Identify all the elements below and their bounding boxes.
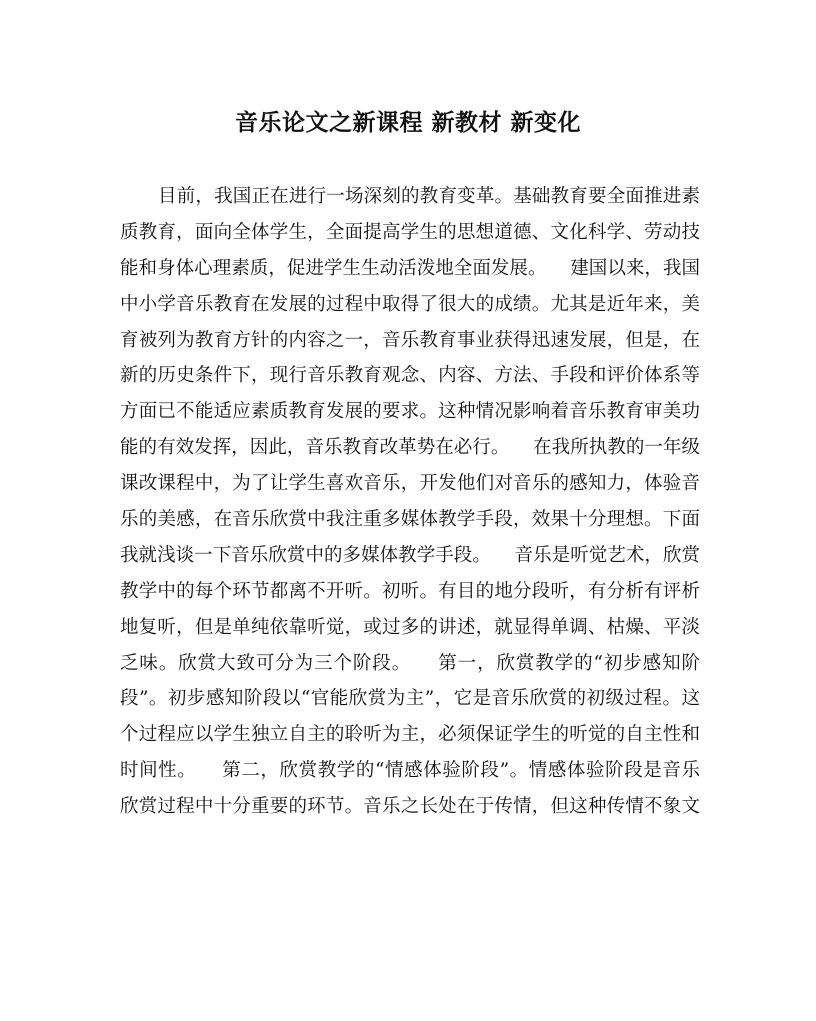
body-line: 个过程应以学生独立自主的聆听为主，必须保证学生的听觉的自主性和 — [120, 724, 700, 746]
body-line: 课改课程中，为了让学生喜欢音乐，开发他们对音乐的感知力，体验音 — [120, 473, 700, 495]
body-line: 方面已不能适应素质教育发展的要求。这种情况影响着音乐教育审美功 — [120, 401, 700, 423]
body-line: 能的有效发挥，因此，音乐教育改革势在必行。 在我所执教的一年级 — [120, 437, 700, 459]
body-line: 目前，我国正在进行一场深刻的教育变革。基础教育要全面推进素 — [158, 186, 700, 207]
body-line: 欣赏过程中十分重要的环节。音乐之长处在于传情，但这种传情不象文 — [120, 796, 700, 818]
body-line: 育被列为教育方针的内容之一，音乐教育事业获得迅速发展，但是，在 — [120, 329, 700, 351]
document-body — [120, 179, 700, 825]
body-line: 能和身体心理素质，促进学生生动活泼地全面发展。 建国以来，我国 — [120, 257, 700, 279]
body-line: 段”。初步感知阶段以“官能欣赏为主”，它是音乐欣赏的初级过程。这 — [120, 688, 700, 710]
body-line: 时间性。 第二，欣赏教学的“情感体验阶段”。情感体验阶段是音乐 — [120, 760, 700, 782]
body-line: 我就浅谈一下音乐欣赏中的多媒体教学手段。 音乐是听觉艺术，欣赏 — [120, 544, 700, 566]
body-line: 乏味。欣赏大致可分为三个阶段。 第一，欣赏教学的“初步感知阶 — [120, 652, 700, 674]
document-title: 音乐论文之新课程 新教材 新变化 — [234, 109, 581, 136]
body-line: 新的历史条件下，现行音乐教育观念、内容、方法、手段和评价体系等 — [120, 365, 700, 387]
body-line: 地复听，但是单纯依靠听觉，或过多的讲述，就显得单调、枯燥、平淡 — [120, 616, 700, 638]
body-line: 教学中的每个环节都离不开听。初听。有目的地分段听，有分析有评析 — [120, 580, 700, 602]
body-line: 中小学音乐教育在发展的过程中取得了很大的成绩。尤其是近年来，美 — [120, 293, 700, 315]
body-line: 质教育，面向全体学生，全面提高学生的思想道德、文化科学、劳动技 — [120, 221, 700, 243]
body-line: 乐的美感，在音乐欣赏中我注重多媒体教学手段，效果十分理想。下面 — [120, 509, 700, 531]
